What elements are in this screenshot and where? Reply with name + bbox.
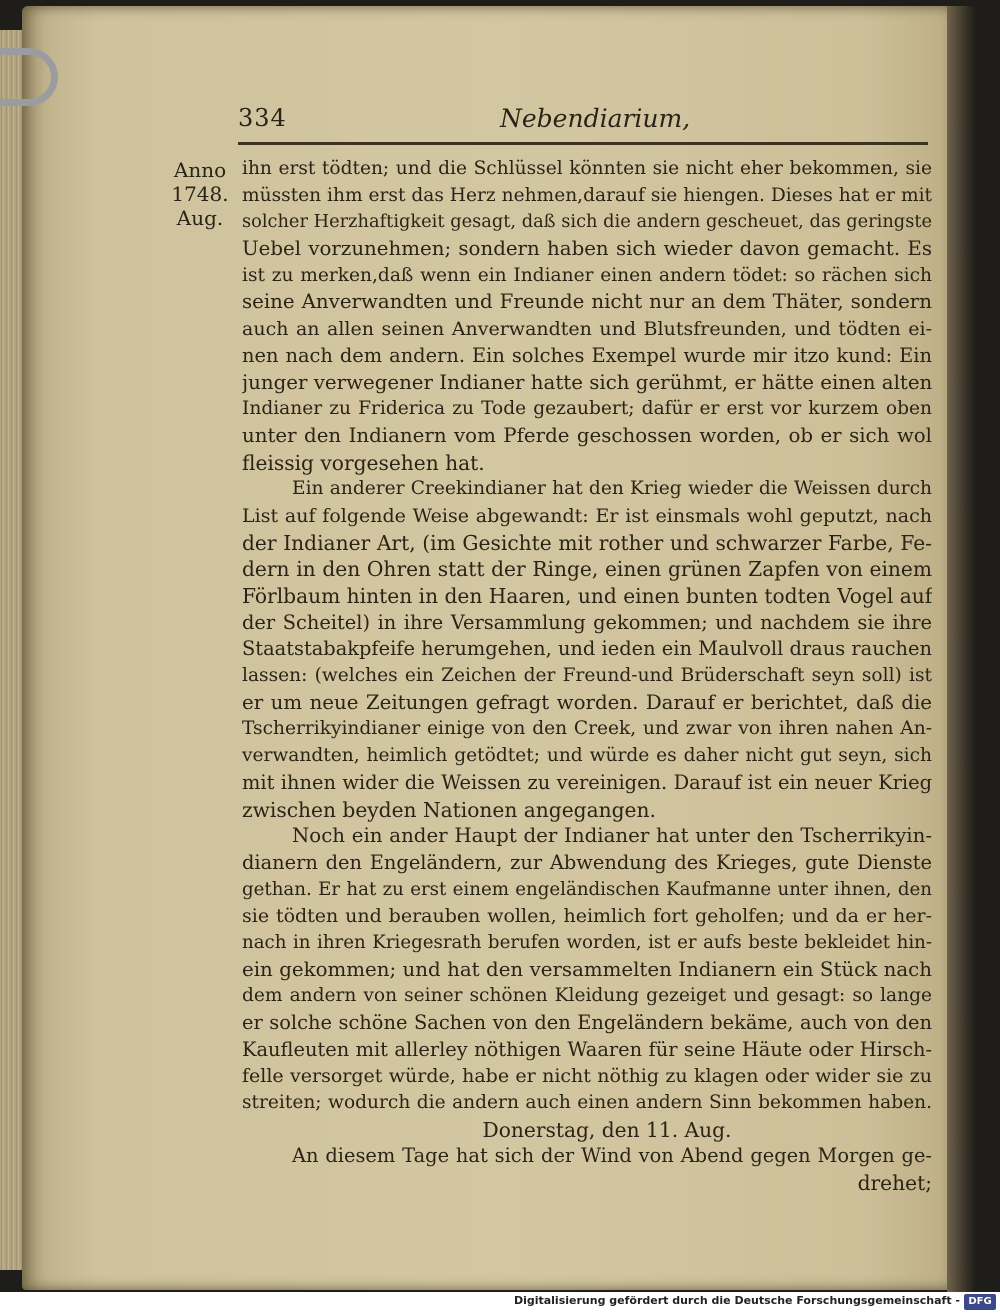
- text-line: sie tödten und berauben wollen, heimlich fort geholfen; und da er her-: [242, 905, 932, 928]
- page-stack-edge: [0, 30, 22, 1270]
- text-line: List auf folgende Weise abgewandt: Er ist einsmals wohl geputzt, nach: [242, 504, 932, 527]
- text-line: dern in den Ohren statt der Ringe, einen grünen Zapfen von einem: [242, 557, 932, 582]
- margin-note-line: Anno: [173, 158, 227, 182]
- text-line: Uebel vorzunehmen; sondern haben sich wieder davon gemacht. Es: [242, 237, 932, 261]
- paragraph-start-line: Noch ein ander Haupt der Indianer hat unter den Tscherrikyin-: [292, 824, 932, 848]
- book-spine: [947, 6, 977, 1298]
- text-line: ein gekommen; und hat den versammelten Indianern ein Stück nach: [242, 957, 932, 981]
- text-line: zwischen beyden Nationen angegangen.: [242, 797, 656, 822]
- page-number: 334: [238, 104, 287, 132]
- text-line: nach in ihren Kriegesrath berufen worden, ist er aufs beste bekleidet hin-: [242, 931, 932, 953]
- margin-date-note: [168, 158, 232, 230]
- text-line: solcher Herzhaftigkeit gesagt, daß sich die andern gescheuet, das geringste: [242, 211, 932, 233]
- margin-note-line: Aug.: [176, 206, 224, 230]
- text-line: ist zu merken,daß wenn ein Indianer einen andern tödet: so rächen sich: [242, 264, 932, 286]
- catchword: drehet;: [857, 1171, 932, 1196]
- text-line: Indianer zu Friderica zu Tode gezaubert; dafür er erst vor kurzem oben: [242, 398, 932, 420]
- text-line: lassen: (welches ein Zeichen der Freund-und Brüderschaft seyn soll) ist: [242, 665, 932, 687]
- text-line: ihn erst tödten; und die Schlüssel könnten sie nicht eher bekommen, sie: [242, 158, 932, 179]
- margin-note-line: 1748.: [171, 182, 229, 206]
- digitization-footer: [0, 1292, 1000, 1313]
- text-line: gethan. Er hat zu erst einem engeländischen Kaufmanne unter ihnen, den: [242, 878, 932, 900]
- text-line: Staatstabakpfeife herumgehen, und ieden ein Maulvoll draus rauchen: [242, 637, 932, 661]
- text-line: mit ihnen wider die Weissen zu vereinigen. Darauf ist ein neuer Krieg: [242, 770, 932, 794]
- text-line: verwandten, heimlich getödtet; und würde es daher nicht gut seyn, sich: [242, 745, 932, 767]
- text-line: er um neue Zeitungen gefragt worden. Darauf er berichtet, daß die: [242, 690, 932, 714]
- running-head: [238, 104, 928, 144]
- text-line: der Scheitel) in ihre Versammlung gekommen; und nachdem sie ihre: [242, 610, 932, 634]
- dfg-logo: DFG: [964, 1294, 996, 1310]
- text-line: er solche schöne Sachen von den Engeländern bekäme, auch von den: [242, 1011, 932, 1034]
- paper-clip: [0, 48, 58, 106]
- text-line: Förlbaum hinten in den Haaren, und einen bunten todten Vogel auf: [242, 584, 932, 608]
- text-line: fleissig vorgesehen hat.: [242, 450, 485, 475]
- text-line: seine Anverwandten und Freunde nicht nur an dem Thäter, sondern: [242, 290, 932, 314]
- text-line: Tscherrikyindianer einige von den Creek, und zwar von ihren nahen An-: [242, 718, 932, 740]
- text-line: auch an allen seinen Anverwandten und Blutsfreunden, und tödten ei-: [242, 318, 932, 341]
- running-title: Nebendiarium,: [500, 104, 691, 133]
- text-line: nen nach dem andern. Ein solches Exempel wurde mir itzo kund: Ein: [242, 343, 932, 367]
- text-line: der Indianer Art, (im Gesichte mit rother und schwarzer Farbe, Fe-: [242, 530, 932, 555]
- entry-date-heading: Donerstag, den 11. Aug.: [482, 1117, 732, 1142]
- text-line: unter den Indianern vom Pferde geschossen worden, ob er sich wol: [242, 423, 932, 447]
- header-rule: [238, 142, 928, 145]
- text-line: müssten ihm erst das Herz nehmen,darauf sie hiengen. Dieses hat er mit: [242, 184, 932, 206]
- funding-credit: Digitalisierung gefördert durch die Deutsche Forschungsgemeinschaft -: [513, 1294, 960, 1307]
- body-text: [242, 156, 932, 1197]
- text-line: streiten; wodurch die andern auch einen andern Sinn bekommen haben.: [242, 1092, 932, 1114]
- paragraph-start-line: An diesem Tage hat sich der Wind von Abend gegen Morgen ge-: [292, 1144, 932, 1168]
- text-line: dem andern von seiner schönen Kleidung gezeiget und gesagt: so lange: [242, 985, 932, 1007]
- text-line: junger verwegener Indianer hatte sich gerühmt, er hätte einen alten: [242, 370, 932, 394]
- paragraph-start-line: Ein anderer Creekindianer hat den Krieg wieder die Weissen durch: [292, 478, 932, 500]
- text-line: Kaufleuten mit allerley nöthigen Waaren für seine Häute oder Hirsch-: [242, 1037, 932, 1061]
- text-line: felle versorget würde, habe er nicht nöthig zu klagen oder wider sie zu: [242, 1065, 932, 1088]
- text-line: dianern den Engeländern, zur Abwendung des Krieges, gute Dienste: [242, 850, 932, 874]
